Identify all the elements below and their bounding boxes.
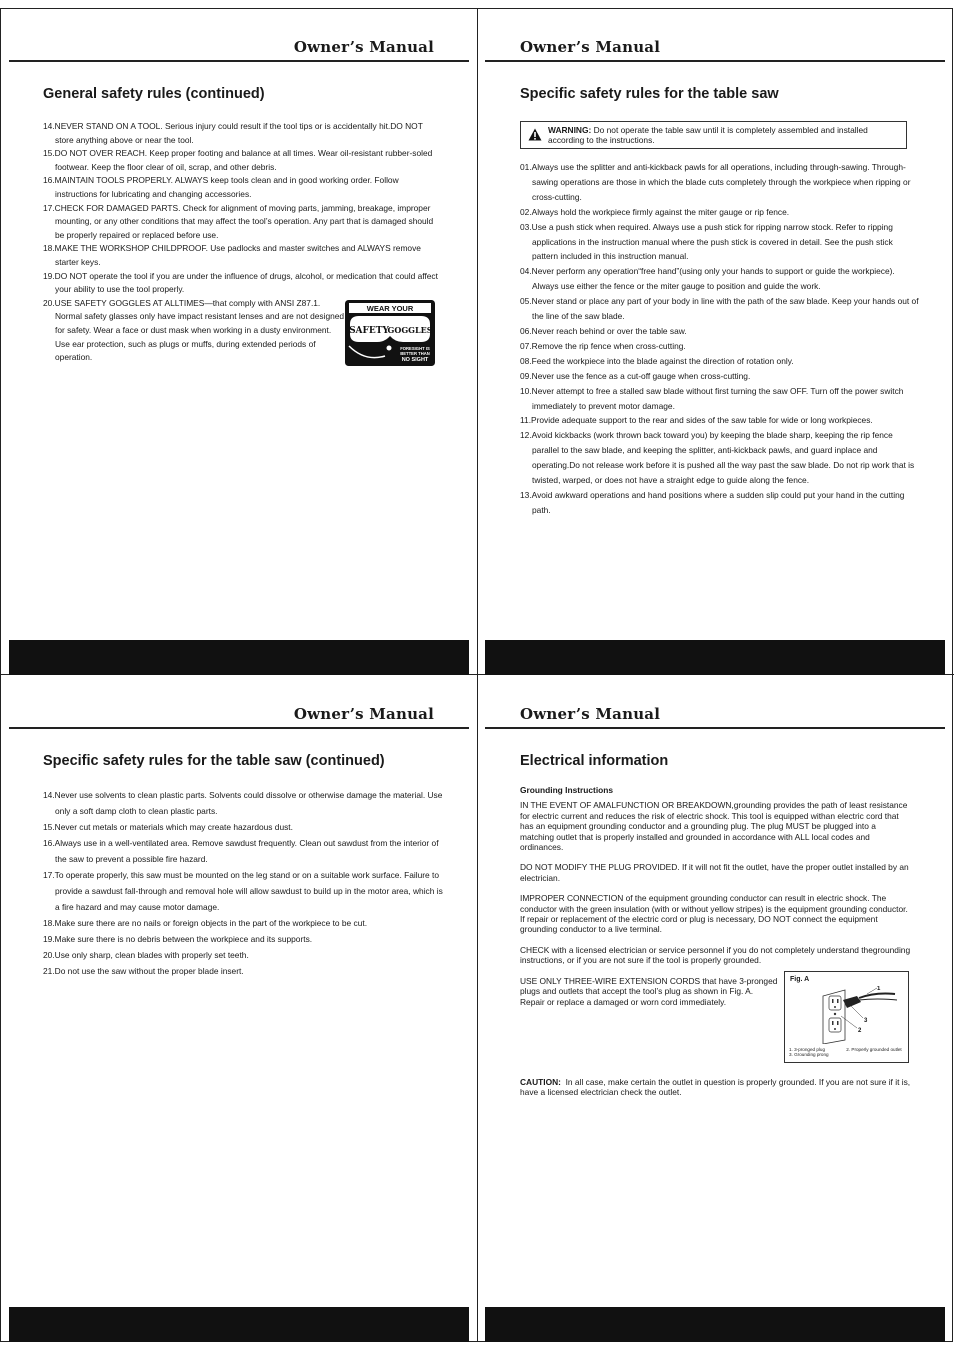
caption-3: 3. Grounding prong: [789, 1052, 829, 1058]
list-item: 12.Avoid kickbacks (work thrown back toward you) by keeping the blade sharp, keeping the rip fence parallel to the saw blade, and keeping the splitter, anti-kickback pawls, and guard inplace and operating.Do not release work before it is pushed all the way past the saw blade. Do not rip work that is twisted, warped, or does not have a straight edge to guide along the fence.: [520, 430, 915, 486]
goggles-line2: BETTER THAN: [400, 351, 430, 356]
callout-2: 2: [858, 1028, 862, 1034]
header-rule: [485, 727, 945, 729]
list-item: 16.Always use in a well-ventilated area. Remove sawdust frequently. Clean out sawdust from the interior of the saw to prevent a possible fire hazard.: [43, 838, 439, 864]
callout-3: 3: [864, 1018, 868, 1024]
goggles-top-text: WEAR YOUR: [366, 304, 414, 313]
footer-bar: [9, 1307, 469, 1342]
page-general-safety-continued: [0, 8, 477, 675]
list-item: 17.CHECK FOR DAMAGED PARTS. Check for alignment of moving parts, jamming, breakage, improper mounting, or any other conditions that may affect the tool’s operation. Any part that is damaged should be properly repaired or replaced before use.: [43, 202, 434, 240]
paragraph: DO NOT MODIFY THE PLUG PROVIDED. If it will not fit the outlet, have the proper outlet installed by an electrician.: [520, 862, 909, 883]
grounding-subheading: Grounding Instructions: [520, 785, 614, 795]
warning-text: Do not operate the table saw until it is completely assembled and installed according to the instructions.: [548, 125, 868, 145]
list-item: 18.Make sure there are no nails or foreign objects in the part of the workpiece to be cut.: [43, 918, 368, 928]
page-title: Specific safety rules for the table saw (continued): [43, 753, 385, 769]
electrical-body: [520, 785, 912, 1058]
paragraph: IMPROPER CONNECTION of the equipment grounding conductor can result in electric shock. The conductor with the green insulation (with or without yellow stripes) is the equipment grounding conductor. If repair or replacement of the electric cord or plug is necessary, DO NOT connect the equipment grounding conductor to a live terminal.: [520, 893, 908, 935]
caption-1: 1. 3-pronged plug: [789, 1046, 826, 1052]
manual-header: Owner’s Manual: [520, 705, 661, 723]
caution-text: In all case, make certain the outlet in question is properly grounded. If you are not sure if it is, have a licensed electrician check the outlet.: [520, 1077, 911, 1098]
list-item: 05.Never stand or place any part of your body in line with the path of the saw blade. Keep your hands out of the line of the saw blade.: [520, 296, 919, 322]
page-table-saw-rules-continued: [0, 675, 477, 1342]
manual-header: Owner’s Manual: [520, 38, 661, 56]
rules-list: [43, 787, 443, 979]
list-item: 03.Use a push stick when required. Always use a push stick for ripping narrow stock. Refer to ripping applications in the instruction manual where the push stick is covered in detail. See the push stick pattern included in this instruction manual.: [520, 221, 893, 262]
callout-1: 1: [877, 986, 881, 992]
list-item: 17.To operate properly, this saw must be mounted on the leg stand or on a suitable work surface. Failure to provide a sawdust fall-through and removal hole will allow sawdust to build up in the motor area, which is a fire hazard and may cause motor damage.: [43, 870, 443, 912]
goggles-left-text: SAFETY: [349, 326, 389, 336]
page-title: General safety rules (continued): [43, 86, 265, 102]
list-item: 04.Never perform any operation“free hand”(using only your hands to support or guide the workpiece). Always use either the fence or the miter gauge to position and guide the work.: [520, 266, 895, 292]
warning-box: [520, 121, 907, 149]
footer-bar: [485, 1307, 945, 1342]
paragraph: CHECK with a licensed electrician or service personnel if you do not completely understand thegrounding instructions, or if you are not sure if the tool is properly grounded.: [520, 944, 911, 966]
extension-cord-paragraph: USE ONLY THREE-WIRE EXTENSION CORDS that have 3-pronged plugs and outlets that accept the tool’s plug as shown in Fig. A. Repair or replace a damaged or worn cord immediately.: [520, 975, 778, 1007]
footer-bar: [9, 640, 469, 675]
list-item: 08.Feed the workpiece into the blade against the direction of rotation only.: [520, 355, 794, 366]
list-item: 06.Never reach behind or over the table saw.: [520, 325, 687, 336]
manual-header: Owner’s Manual: [293, 38, 434, 56]
caution-note: [520, 1077, 912, 1098]
list-item: 15.DO NOT OVER REACH. Keep proper footing and balance at all times. Wear oil-resistant rubber-soled footwear. Keep the floor clear of oil, scrap, and other debris.: [43, 148, 433, 172]
list-item: 15.Never cut metals or materials which may create hazardous dust.: [43, 822, 293, 832]
list-item: 07.Remove the rip fence when cross-cutting.: [520, 340, 686, 351]
rules-list: [520, 160, 920, 518]
goggles-right-text: GOGGLES: [387, 325, 433, 335]
goggles-line3: NO SIGHT: [401, 357, 429, 363]
figure-caption: [789, 1047, 906, 1058]
warning-label: WARNING:: [548, 125, 592, 135]
list-item: 01.Always use the splitter and anti-kickback pawls for all operations, including through-sawing. Through-sawing operations are those in which the blade cuts completely through the workpiece when ripping or cross-cutting.: [520, 162, 911, 202]
header-rule: [9, 60, 469, 62]
grounded-outlet-icon: [805, 986, 905, 1044]
page-title: Specific safety rules for the table saw: [520, 86, 779, 102]
list-item: 16.MAINTAIN TOOLS PROPERLY. ALWAYS keep tools clean and in good working order. Follow instructions for lubricating and changing accessories.: [43, 175, 399, 199]
list-item: 21.Do not use the saw without the proper blade insert.: [43, 966, 244, 976]
list-item: 14.Never use solvents to clean plastic parts. Solvents could dissolve or otherwise damage the material. Use only a soft damp cloth to clean plastic parts.: [43, 790, 443, 816]
list-item: 19.Make sure there is no debris between the workpiece and its supports.: [43, 934, 313, 944]
list-item: 20.Use only sharp, clean blades with properly set teeth.: [43, 950, 249, 960]
figure-a: [784, 971, 909, 1063]
caption-2: 2. Properly grounded outlet: [846, 1046, 902, 1052]
figure-label: Fig. A: [790, 976, 810, 983]
list-item: 14.NEVER STAND ON A TOOL. Serious injury could result if the tool tips or is accidentally hit.DO NOT store anything above or near the tool.: [43, 121, 423, 145]
list-item: 20.USE SAFETY GOGGLES AT ALLTIMES—that comply with ANSI Z87.1. Normal safety glasses only have impact resistant lenses and are not designed for safety. Wear a face or dust mask when working in a dusty environment. Use ear protection, such as plugs or muffs, during extended periods of operation.: [43, 297, 345, 363]
list-item: 09.Never use the fence as a cut-off gauge when cross-cutting.: [520, 370, 751, 381]
safety-goggles-icon: [345, 300, 435, 366]
list-item: 10.Never attempt to free a stalled saw blade without first turning the saw OFF. Turn off the power switch immediately to prevent motor damage.: [520, 385, 904, 411]
warning-triangle-icon: [528, 128, 542, 141]
manual-header: Owner’s Manual: [293, 705, 434, 723]
paragraph: IN THE EVENT OF AMALFUNCTION OR BREAKDOWN,grounding provides the path of least resistance for electric current and reduces the risk of electric shock. This tool is equipped withan electric cord that has an equipment grounding conductor and a grounding plug. The plug MUST be plugged into a matching outlet that is properly installed and grounded in accordance with ALL local codes and ordinances.: [520, 800, 908, 853]
caution-label: CAUTION:: [520, 1077, 561, 1087]
page-title: Electrical information: [520, 753, 669, 769]
page-table-saw-rules: [477, 8, 954, 675]
footer-bar: [485, 640, 945, 675]
goggles-line1: FORESIGHT IS: [400, 346, 430, 351]
list-item: 13.Avoid awkward operations and hand positions where a sudden slip could put your hand in the cutting path.: [520, 489, 905, 515]
list-item: 19.DO NOT operate the tool if you are under the influence of drugs, alcohol, or medication that could affect your ability to use the tool properly.: [43, 270, 438, 295]
page-electrical-information: [477, 675, 954, 1342]
header-rule: [9, 727, 469, 729]
list-item: 02.Always hold the workpiece firmly against the miter gauge or rip fence.: [520, 206, 790, 217]
list-item: 18.MAKE THE WORKSHOP CHILDPROOF. Use padlocks and master switches and ALWAYS remove starter keys.: [43, 243, 421, 267]
list-item: 11.Provide adequate support to the rear and sides of the saw table for wide or long workpieces.: [520, 415, 873, 426]
header-rule: [485, 60, 945, 62]
